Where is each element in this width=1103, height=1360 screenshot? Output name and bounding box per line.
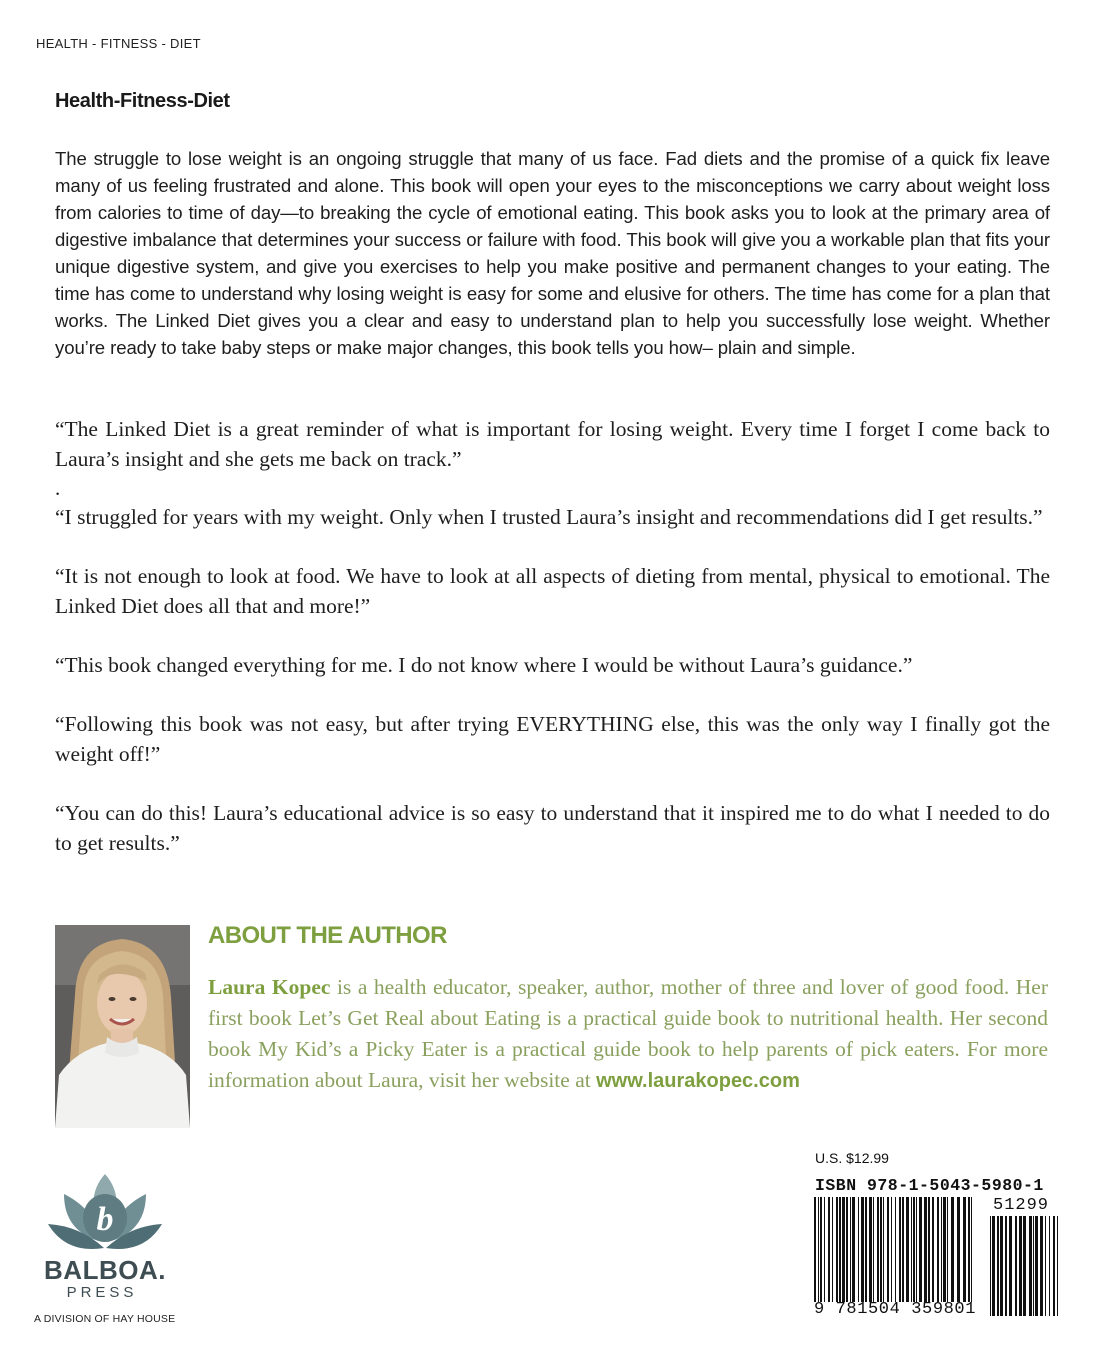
price-label: U.S. $12.99: [815, 1150, 889, 1166]
barcode-bar: [902, 1197, 904, 1302]
testimonial-quote: “This book changed everything for me. I do not know where I would be without Laura’s guidance.”: [55, 653, 913, 677]
author-bio-text: is a health educator, speaker, author, mother of three and lover of good food. Her first book Let’s Get Real about Eating is a practical guide book to nutritional health. Her second book My Kid’s a Picky Eater is a practical guide book to help parents of pick eaters. For more information about Laura, visit her website at: [208, 975, 1049, 1092]
category-label: HEALTH - FITNESS - DIET: [36, 36, 201, 51]
barcode-bar: [937, 1197, 939, 1302]
barcode-bar: [824, 1197, 825, 1302]
barcode-bar: [1000, 1216, 1003, 1316]
section-heading: Health-Fitness-Diet: [55, 90, 230, 112]
author-bio: [208, 972, 1048, 1097]
barcode-bar: [850, 1197, 851, 1302]
barcode-bar: [887, 1197, 889, 1302]
barcode-bar: [906, 1197, 909, 1302]
stray-period: .: [55, 476, 61, 500]
barcode-bar: [865, 1197, 867, 1302]
testimonial-quote: “I struggled for years with my weight. Only when I trusted Laura’s insight and recommendations did I get results.”: [55, 505, 1043, 529]
barcode-bar: [820, 1197, 822, 1302]
barcode-bar: [1015, 1216, 1017, 1316]
testimonial-quote: “The Linked Diet is a great reminder of what is important for losing weight. Every time I forget I come back to Laura’s insight and she gets me back on track.”: [55, 417, 1050, 471]
barcode-bar: [1053, 1216, 1055, 1316]
barcode-bar: [911, 1197, 912, 1302]
barcode-bar: [858, 1197, 859, 1302]
barcode-bar: [1019, 1216, 1022, 1316]
barcode-bar: [1033, 1216, 1034, 1316]
barcode-bar: [852, 1197, 855, 1302]
publisher-logo-letter: b: [96, 1201, 114, 1238]
barcode-bar: [924, 1197, 927, 1302]
author-website-link[interactable]: www.laurakopec.com: [596, 1070, 800, 1092]
barcode-bar: [869, 1197, 872, 1302]
barcode-bar: [963, 1197, 966, 1302]
barcode-bar: [947, 1197, 948, 1302]
publisher-division: A DIVISION OF HAY HOUSE: [34, 1313, 176, 1325]
testimonial-quote: “Following this book was not easy, but after trying EVERYTHING else, this was the only way I finally got the weight off!”: [55, 712, 1050, 766]
barcode-bar: [880, 1197, 882, 1302]
barcode-bar: [919, 1197, 922, 1302]
barcode-bar: [941, 1197, 942, 1302]
barcode-bar: [997, 1216, 999, 1316]
barcode-bar: [891, 1197, 892, 1302]
barcode-bar: [971, 1197, 972, 1302]
barcode-bar: [928, 1197, 930, 1302]
barcode-bar: [951, 1197, 954, 1302]
barcode-addon-digits: 51299: [993, 1196, 1050, 1215]
barcode-bar: [1057, 1216, 1058, 1316]
barcode-bar: [861, 1197, 864, 1302]
barcode-bar: [877, 1197, 879, 1302]
barcode-bar: [957, 1197, 960, 1302]
publisher-subtitle: PRESS: [66, 1284, 138, 1301]
barcode-bar: [1023, 1216, 1026, 1316]
price-addon-barcode: [990, 1216, 1060, 1316]
book-description: The struggle to lose weight is an ongoing struggle that many of us face. Fad diets and the promise of a quick fix leave many of us feeling frustrated and alone. This book will open your eyes to the misconceptions we carry about weight loss from calories to time of day—to breaking the cycle of emotional eating. This book asks you to look at the primary area of digestive imbalance that determines your success or failure with food. This book will give you a workable plan that fits your unique digestive system, and give you exercises to help you make positive and permanent changes to your eating. The time has come to understand why losing weight is easy for some and elusive for others. The time has come for a plan that works. The Linked Diet gives you a clear and easy to understand plan to help you successfully lose weight. Whether you’re ready to take baby steps or make major changes, this book tells you how– plain and simple.: [55, 148, 1050, 358]
barcode-bar: [1009, 1216, 1012, 1316]
barcode-bar: [1049, 1216, 1050, 1316]
barcode-bar: [1029, 1216, 1032, 1316]
about-author-heading: ABOUT THE AUTHOR: [208, 922, 447, 949]
barcode-bar: [832, 1197, 833, 1302]
barcode-bar: [836, 1197, 838, 1302]
barcode-bar: [839, 1197, 841, 1302]
publisher-name: BALBOA.: [44, 1255, 166, 1285]
isbn-label: ISBN 978-1-5043-5980-1: [815, 1176, 1044, 1195]
barcode-bar: [1045, 1216, 1046, 1316]
barcode-bar: [899, 1197, 901, 1302]
testimonial-quote: “You can do this! Laura’s educational advice is so easy to understand that it inspired me to do what I needed to do to get results.”: [55, 801, 1050, 855]
testimonial-quote: “It is not enough to look at food. We have to look at all aspects of dieting from mental, physical to emotional. The Linked Diet does all that and more!”: [55, 564, 1050, 618]
testimonials: [55, 414, 1050, 887]
barcode-bar: [873, 1197, 874, 1302]
barcode-bar: [895, 1197, 896, 1302]
barcode-bar: [883, 1197, 884, 1302]
barcode-bar: [828, 1197, 830, 1302]
barcode-bar: [846, 1197, 848, 1302]
author-name: Laura Kopec: [208, 975, 331, 999]
author-photo: [55, 925, 190, 1128]
barcode-bar: [992, 1216, 995, 1316]
barcode-bar: [842, 1197, 845, 1302]
barcode-bar: [814, 1197, 816, 1302]
barcode-bar: [818, 1197, 819, 1302]
isbn-barcode: [814, 1197, 974, 1302]
barcode-bar: [1035, 1216, 1038, 1316]
barcode-bar: [968, 1197, 970, 1302]
barcode-bar: [943, 1197, 946, 1302]
barcode-bar: [1005, 1216, 1007, 1316]
barcode-bar: [932, 1197, 934, 1302]
barcode-bar: [1040, 1216, 1043, 1316]
barcode-bar: [913, 1197, 915, 1302]
publisher-lotus-logo-icon: [34, 1170, 184, 1330]
barcode-bar: [990, 1216, 991, 1316]
barcode-digits: 9 781504 359801: [814, 1300, 977, 1319]
barcode-bar: [916, 1197, 917, 1302]
